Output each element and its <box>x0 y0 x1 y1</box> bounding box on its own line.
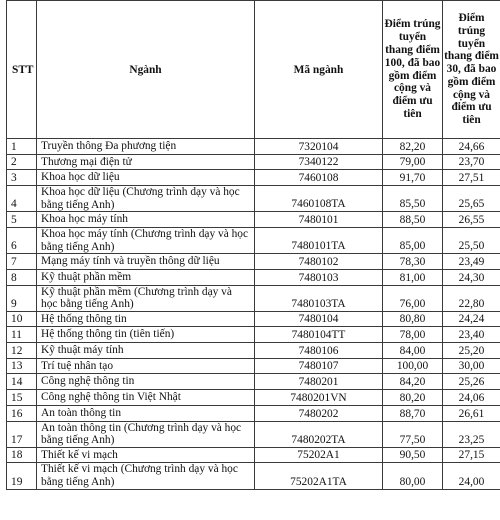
row-score-100: 90,50 <box>383 447 443 463</box>
row-score-100: 77,50 <box>383 421 443 447</box>
admission-scores-page <box>6 0 500 520</box>
row-score-30: 25,65 <box>443 186 500 212</box>
row-stt: 18 <box>7 447 37 463</box>
row-stt: 4 <box>7 186 37 212</box>
row-score-100: 78,00 <box>383 327 443 343</box>
row-stt: 16 <box>7 405 37 421</box>
row-major-code: 7480106 <box>255 343 383 359</box>
row-major-code: 7480103TA <box>255 285 383 311</box>
table-row <box>7 327 500 343</box>
row-stt: 7 <box>7 254 37 270</box>
row-score-100: 81,00 <box>383 269 443 285</box>
row-score-100: 79,00 <box>383 154 443 170</box>
row-score-30: 23,70 <box>443 154 500 170</box>
row-major-name: Thiết kế vi mạch <box>37 447 255 463</box>
table-row <box>7 139 500 155</box>
row-stt: 9 <box>7 285 37 311</box>
row-score-30: 26,55 <box>443 212 500 228</box>
table-row <box>7 311 500 327</box>
row-major-code: 7480201VN <box>255 390 383 406</box>
table-row <box>7 343 500 359</box>
row-stt: 19 <box>7 463 37 489</box>
row-major-name: Trí tuệ nhân tạo <box>37 358 255 374</box>
row-stt: 6 <box>7 227 37 253</box>
row-major-code: 7320104 <box>255 139 383 155</box>
row-stt: 17 <box>7 421 37 447</box>
row-major-name: Kỹ thuật máy tính <box>37 343 255 359</box>
row-score-100: 80,80 <box>383 311 443 327</box>
row-score-30: 26,61 <box>443 405 500 421</box>
header-major: Ngành <box>37 1 255 139</box>
row-stt: 14 <box>7 374 37 390</box>
row-score-100: 80,00 <box>383 463 443 489</box>
table-row <box>7 390 500 406</box>
row-score-100: 80,20 <box>383 390 443 406</box>
row-score-30: 23,25 <box>443 421 500 447</box>
row-score-30: 24,24 <box>443 311 500 327</box>
header-major-code: Mã ngành <box>255 1 383 139</box>
table-body <box>7 139 500 490</box>
row-major-code: 75202A1 <box>255 447 383 463</box>
row-major-code: 7480104TT <box>255 327 383 343</box>
row-major-code: 7480202TA <box>255 421 383 447</box>
row-score-100: 85,50 <box>383 186 443 212</box>
table-row <box>7 254 500 270</box>
row-major-name: Mạng máy tính và truyền thông dữ liệu <box>37 254 255 270</box>
row-stt: 3 <box>7 170 37 186</box>
row-major-name: Khoa học dữ liệu (Chương trình dạy và học bằng tiếng Anh) <box>37 186 255 212</box>
table-row <box>7 463 500 489</box>
row-major-code: 7480103 <box>255 269 383 285</box>
row-major-code: 7480101 <box>255 212 383 228</box>
row-score-30: 30,00 <box>443 358 500 374</box>
row-major-name: An toàn thông tin <box>37 405 255 421</box>
row-score-100: 100,00 <box>383 358 443 374</box>
row-major-code: 7460108TA <box>255 186 383 212</box>
row-major-code: 7480102 <box>255 254 383 270</box>
row-major-name: An toàn thông tin (Chương trình dạy và học bằng tiếng Anh) <box>37 421 255 447</box>
row-stt: 11 <box>7 327 37 343</box>
row-major-name: Kỹ thuật phần mềm (Chương trình dạy và học bằng tiếng Anh) <box>37 285 255 311</box>
row-major-code: 7460108 <box>255 170 383 186</box>
row-score-30: 23,40 <box>443 327 500 343</box>
row-score-100: 84,00 <box>383 343 443 359</box>
table-row <box>7 186 500 212</box>
row-score-100: 76,00 <box>383 285 443 311</box>
table-row <box>7 285 500 311</box>
row-score-100: 88,50 <box>383 212 443 228</box>
row-major-code: 7480107 <box>255 358 383 374</box>
row-major-code: 7340122 <box>255 154 383 170</box>
header-score-100: Điểm trúng tuyển thang điểm 100, đã bao gồm điểm cộng và điểm ưu tiên <box>383 1 443 139</box>
table-row <box>7 447 500 463</box>
row-major-name: Khoa học dữ liệu <box>37 170 255 186</box>
row-score-100: 78,30 <box>383 254 443 270</box>
row-score-30: 24,66 <box>443 139 500 155</box>
row-major-name: Thiết kế vi mạch (Chương trình dạy và học bằng tiếng Anh) <box>37 463 255 489</box>
table-row <box>7 269 500 285</box>
row-score-30: 22,80 <box>443 285 500 311</box>
table-row <box>7 421 500 447</box>
row-major-name: Thương mại điện tử <box>37 154 255 170</box>
row-stt: 5 <box>7 212 37 228</box>
header-score-30: Điểm trúng tuyển thang điểm 30, đã bao gồm điểm cộng và điểm ưu tiên <box>443 1 500 139</box>
row-score-30: 25,26 <box>443 374 500 390</box>
table-header-row <box>7 1 500 139</box>
row-major-code: 7480201 <box>255 374 383 390</box>
table-row <box>7 374 500 390</box>
row-major-code: 75202A1TA <box>255 463 383 489</box>
row-stt: 2 <box>7 154 37 170</box>
row-major-name: Hệ thống thông tin <box>37 311 255 327</box>
row-major-code: 7480101TA <box>255 227 383 253</box>
row-major-name: Công nghệ thông tin Việt Nhật <box>37 390 255 406</box>
row-score-30: 25,50 <box>443 227 500 253</box>
row-major-name: Truyền thông Đa phương tiện <box>37 139 255 155</box>
row-major-name: Khoa học máy tính (Chương trình dạy và học bằng tiếng Anh) <box>37 227 255 253</box>
row-score-30: 24,06 <box>443 390 500 406</box>
row-score-100: 88,70 <box>383 405 443 421</box>
table-row <box>7 154 500 170</box>
row-major-name: Khoa học máy tính <box>37 212 255 228</box>
admission-score-table <box>6 0 500 490</box>
table-row <box>7 358 500 374</box>
row-score-30: 25,20 <box>443 343 500 359</box>
row-score-30: 27,51 <box>443 170 500 186</box>
row-score-30: 23,49 <box>443 254 500 270</box>
row-stt: 13 <box>7 358 37 374</box>
row-score-30: 27,15 <box>443 447 500 463</box>
row-major-name: Kỹ thuật phần mềm <box>37 269 255 285</box>
row-major-name: Công nghệ thông tin <box>37 374 255 390</box>
row-stt: 1 <box>7 139 37 155</box>
row-major-name: Hệ thống thông tin (tiên tiến) <box>37 327 255 343</box>
table-row <box>7 170 500 186</box>
row-score-100: 91,70 <box>383 170 443 186</box>
row-stt: 12 <box>7 343 37 359</box>
row-stt: 10 <box>7 311 37 327</box>
header-stt: STT <box>7 1 37 139</box>
row-stt: 15 <box>7 390 37 406</box>
row-score-100: 85,00 <box>383 227 443 253</box>
row-score-30: 24,00 <box>443 463 500 489</box>
table-row <box>7 212 500 228</box>
row-score-100: 84,20 <box>383 374 443 390</box>
table-row <box>7 227 500 253</box>
row-major-code: 7480104 <box>255 311 383 327</box>
table-row <box>7 405 500 421</box>
row-score-30: 24,30 <box>443 269 500 285</box>
row-score-100: 82,20 <box>383 139 443 155</box>
row-major-code: 7480202 <box>255 405 383 421</box>
row-stt: 8 <box>7 269 37 285</box>
